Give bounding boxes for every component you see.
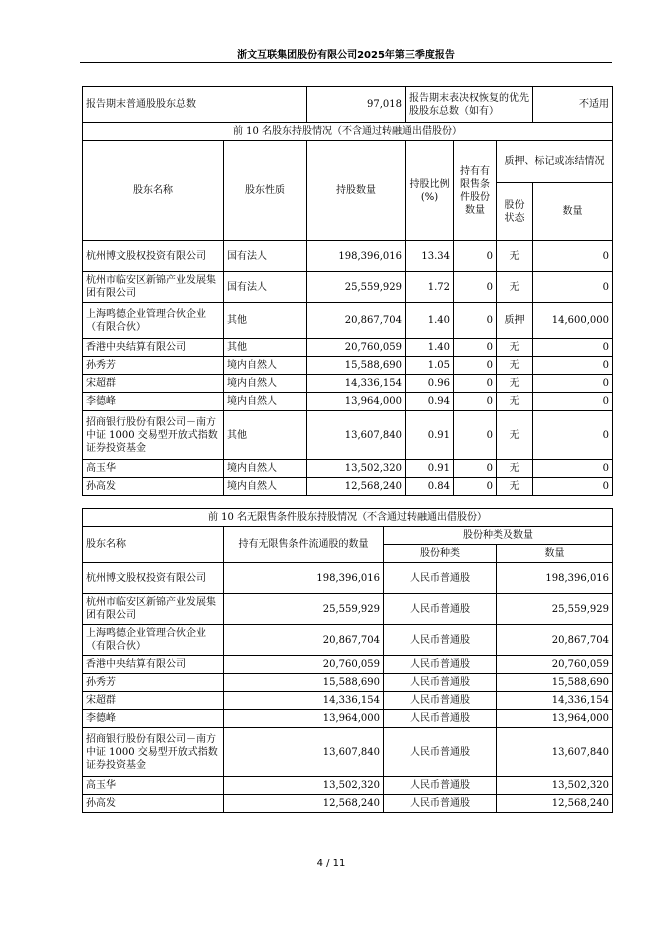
holder-share-qty: 15,588,690 xyxy=(497,674,613,692)
holder-nature: 其他 xyxy=(224,411,307,460)
holder-name: 李德峰 xyxy=(83,393,224,411)
holder-name: 杭州博文股权投资有限公司 xyxy=(83,563,224,594)
holder-name: 高玉华 xyxy=(83,460,224,478)
holder-name: 香港中央结算有限公司 xyxy=(83,656,224,674)
holder-pledge-qty: 0 xyxy=(533,478,613,496)
holder-unrestricted-shares: 14,336,154 xyxy=(224,692,384,710)
holder-ratio: 13.34 xyxy=(406,241,454,272)
holder-share-type: 人民币普通股 xyxy=(384,777,497,795)
holder-ratio: 1.05 xyxy=(406,357,454,375)
holder-nature: 国有法人 xyxy=(224,241,307,272)
holder-share-type: 人民币普通股 xyxy=(384,656,497,674)
table-row xyxy=(83,241,613,272)
holder-share-qty: 198,396,016 xyxy=(497,563,613,594)
top10-holders-table xyxy=(82,86,613,496)
holder-nature: 境内自然人 xyxy=(224,357,307,375)
holder-pledge-status: 无 xyxy=(497,478,533,496)
table-row xyxy=(83,375,613,393)
table-row xyxy=(83,411,613,460)
holder-restricted-shares: 0 xyxy=(454,411,497,460)
holder-shares: 20,867,704 xyxy=(307,303,406,339)
table-row xyxy=(83,777,613,795)
preferred-holders-value: 不适用 xyxy=(533,87,613,123)
holder-restricted-shares: 0 xyxy=(454,393,497,411)
col-header-share-type: 股份种类 xyxy=(384,545,497,563)
table-row xyxy=(83,303,613,339)
holder-name: 孙秀芳 xyxy=(83,674,224,692)
summary-row xyxy=(83,87,613,123)
table-row xyxy=(83,795,613,813)
holder-ratio: 0.96 xyxy=(406,375,454,393)
holder-unrestricted-shares: 13,607,840 xyxy=(224,728,384,777)
table-row xyxy=(83,339,613,357)
holder-ratio: 1.40 xyxy=(406,303,454,339)
holder-unrestricted-shares: 15,588,690 xyxy=(224,674,384,692)
unrestricted-section-title: 前 10 名无限售条件股东持股情况（不含通过转融通出借股份） xyxy=(83,509,613,527)
table-row xyxy=(83,594,613,625)
holder-share-type: 人民币普通股 xyxy=(384,625,497,656)
holder-nature: 其他 xyxy=(224,303,307,339)
holder-name: 招商银行股份有限公司－南方中证 1000 交易型开放式指数证券投资基金 xyxy=(83,411,224,460)
holder-nature: 国有法人 xyxy=(224,272,307,303)
holder-shares: 15,588,690 xyxy=(307,357,406,375)
holder-restricted-shares: 0 xyxy=(454,339,497,357)
holder-shares: 12,568,240 xyxy=(307,478,406,496)
holder-unrestricted-shares: 12,568,240 xyxy=(224,795,384,813)
col-header-ratio: 持股比例(%) xyxy=(406,141,454,241)
holder-pledge-status: 无 xyxy=(497,375,533,393)
holder-pledge-status: 无 xyxy=(497,460,533,478)
col-header-restricted: 持有有限售条件股份数量 xyxy=(454,141,497,241)
holder-share-type: 人民币普通股 xyxy=(384,563,497,594)
holder-pledge-qty: 0 xyxy=(533,411,613,460)
holder-restricted-shares: 0 xyxy=(454,375,497,393)
holder-shares: 13,502,320 xyxy=(307,460,406,478)
holder-nature: 境内自然人 xyxy=(224,393,307,411)
holder-shares: 20,760,059 xyxy=(307,339,406,357)
table-row xyxy=(83,272,613,303)
holder-unrestricted-shares: 13,964,000 xyxy=(224,710,384,728)
holder-shares: 14,336,154 xyxy=(307,375,406,393)
table-row xyxy=(83,357,613,375)
holder-pledge-status: 无 xyxy=(497,357,533,375)
holder-pledge-qty: 0 xyxy=(533,375,613,393)
table-row xyxy=(83,393,613,411)
holder-name: 孙高发 xyxy=(83,478,224,496)
holder-restricted-shares: 0 xyxy=(454,460,497,478)
holder-share-qty: 20,867,704 xyxy=(497,625,613,656)
holder-ratio: 1.72 xyxy=(406,272,454,303)
col-header-shares: 持股数量 xyxy=(307,141,406,241)
holder-name: 孙秀芳 xyxy=(83,357,224,375)
table-row xyxy=(83,656,613,674)
holder-nature: 境内自然人 xyxy=(224,478,307,496)
holder-pledge-status: 质押 xyxy=(497,303,533,339)
holder-share-type: 人民币普通股 xyxy=(384,692,497,710)
holder-pledge-qty: 0 xyxy=(533,460,613,478)
table-row xyxy=(83,728,613,777)
holder-pledge-qty: 14,600,000 xyxy=(533,303,613,339)
holder-ratio: 1.40 xyxy=(406,339,454,357)
header-row xyxy=(83,527,613,545)
col-header-name: 股东名称 xyxy=(83,141,224,241)
col-header-nature: 股东性质 xyxy=(224,141,307,241)
holder-share-type: 人民币普通股 xyxy=(384,674,497,692)
holder-ratio: 0.94 xyxy=(406,393,454,411)
holder-name: 孙高发 xyxy=(83,795,224,813)
holder-share-qty: 13,502,320 xyxy=(497,777,613,795)
header-row xyxy=(83,141,613,183)
holder-nature: 境内自然人 xyxy=(224,460,307,478)
holder-share-qty: 20,760,059 xyxy=(497,656,613,674)
col-header-type-group: 股份种类及数量 xyxy=(384,527,613,545)
holder-share-type: 人民币普通股 xyxy=(384,728,497,777)
holder-share-qty: 12,568,240 xyxy=(497,795,613,813)
holder-restricted-shares: 0 xyxy=(454,241,497,272)
col-header-pledge-qty: 数量 xyxy=(533,183,613,241)
holder-name: 招商银行股份有限公司－南方中证 1000 交易型开放式指数证券投资基金 xyxy=(83,728,224,777)
table-row xyxy=(83,692,613,710)
holder-share-type: 人民币普通股 xyxy=(384,710,497,728)
holder-restricted-shares: 0 xyxy=(454,357,497,375)
holder-unrestricted-shares: 13,502,320 xyxy=(224,777,384,795)
holder-unrestricted-shares: 198,396,016 xyxy=(224,563,384,594)
holder-pledge-status: 无 xyxy=(497,272,533,303)
holder-name: 上海鸣德企业管理合伙企业（有限合伙） xyxy=(83,625,224,656)
col-header-share-qty: 数量 xyxy=(497,545,613,563)
holder-shares: 25,559,929 xyxy=(307,272,406,303)
holder-name: 宋超群 xyxy=(83,375,224,393)
holder-pledge-qty: 0 xyxy=(533,357,613,375)
holder-restricted-shares: 0 xyxy=(454,303,497,339)
holder-ratio: 0.84 xyxy=(406,478,454,496)
holder-unrestricted-shares: 25,559,929 xyxy=(224,594,384,625)
holder-nature: 其他 xyxy=(224,339,307,357)
total-holders-label: 报告期末普通股股东总数 xyxy=(83,87,307,123)
holder-pledge-qty: 0 xyxy=(533,339,613,357)
holder-unrestricted-shares: 20,867,704 xyxy=(224,625,384,656)
col-header-pledge-status: 股份状态 xyxy=(497,183,533,241)
table-row xyxy=(83,625,613,656)
report-header-title: 浙文互联集团股份有限公司2025年第三季度报告 xyxy=(237,50,455,61)
holder-share-type: 人民币普通股 xyxy=(384,594,497,625)
holder-name: 李德峰 xyxy=(83,710,224,728)
holder-share-qty: 13,607,840 xyxy=(497,728,613,777)
holder-shares: 198,396,016 xyxy=(307,241,406,272)
holder-ratio: 0.91 xyxy=(406,460,454,478)
holder-name: 上海鸣德企业管理合伙企业（有限合伙） xyxy=(83,303,224,339)
top10-section-title: 前 10 名股东持股情况（不含通过转融通出借股份） xyxy=(83,123,613,141)
preferred-holders-label: 报告期末表决权恢复的优先股股东总数（如有） xyxy=(406,87,533,123)
holder-shares: 13,607,840 xyxy=(307,411,406,460)
header-divider xyxy=(80,62,612,63)
col-header-pledge-group: 质押、标记或冻结情况 xyxy=(497,141,613,183)
holder-share-qty: 14,336,154 xyxy=(497,692,613,710)
table-row xyxy=(83,674,613,692)
col-header-name: 股东名称 xyxy=(83,527,224,563)
holder-pledge-qty: 0 xyxy=(533,393,613,411)
holder-pledge-qty: 0 xyxy=(533,241,613,272)
holder-shares: 13,964,000 xyxy=(307,393,406,411)
holder-name: 杭州市临安区新锦产业发展集团有限公司 xyxy=(83,272,224,303)
table-row xyxy=(83,563,613,594)
table-row xyxy=(83,710,613,728)
holder-unrestricted-shares: 20,760,059 xyxy=(224,656,384,674)
holder-pledge-status: 无 xyxy=(497,411,533,460)
holder-pledge-qty: 0 xyxy=(533,272,613,303)
total-holders-value: 97,018 xyxy=(307,87,406,123)
holder-restricted-shares: 0 xyxy=(454,272,497,303)
table-row xyxy=(83,460,613,478)
holder-share-qty: 25,559,929 xyxy=(497,594,613,625)
holder-pledge-status: 无 xyxy=(497,339,533,357)
holder-pledge-status: 无 xyxy=(497,393,533,411)
section-title-row xyxy=(83,509,613,527)
section-title-row xyxy=(83,123,613,141)
holder-name: 杭州市临安区新锦产业发展集团有限公司 xyxy=(83,594,224,625)
holder-name: 高玉华 xyxy=(83,777,224,795)
holder-nature: 境内自然人 xyxy=(224,375,307,393)
holder-share-qty: 13,964,000 xyxy=(497,710,613,728)
page-number: 4 / 11 xyxy=(316,858,346,869)
holder-name: 宋超群 xyxy=(83,692,224,710)
holder-name: 香港中央结算有限公司 xyxy=(83,339,224,357)
col-header-unrestricted-qty: 持有无限售条件流通股的数量 xyxy=(224,527,384,563)
holder-name: 杭州博文股权投资有限公司 xyxy=(83,241,224,272)
holder-pledge-status: 无 xyxy=(497,241,533,272)
holder-share-type: 人民币普通股 xyxy=(384,795,497,813)
holder-restricted-shares: 0 xyxy=(454,478,497,496)
unrestricted-holders-table xyxy=(82,508,613,813)
table-row xyxy=(83,478,613,496)
holder-ratio: 0.91 xyxy=(406,411,454,460)
